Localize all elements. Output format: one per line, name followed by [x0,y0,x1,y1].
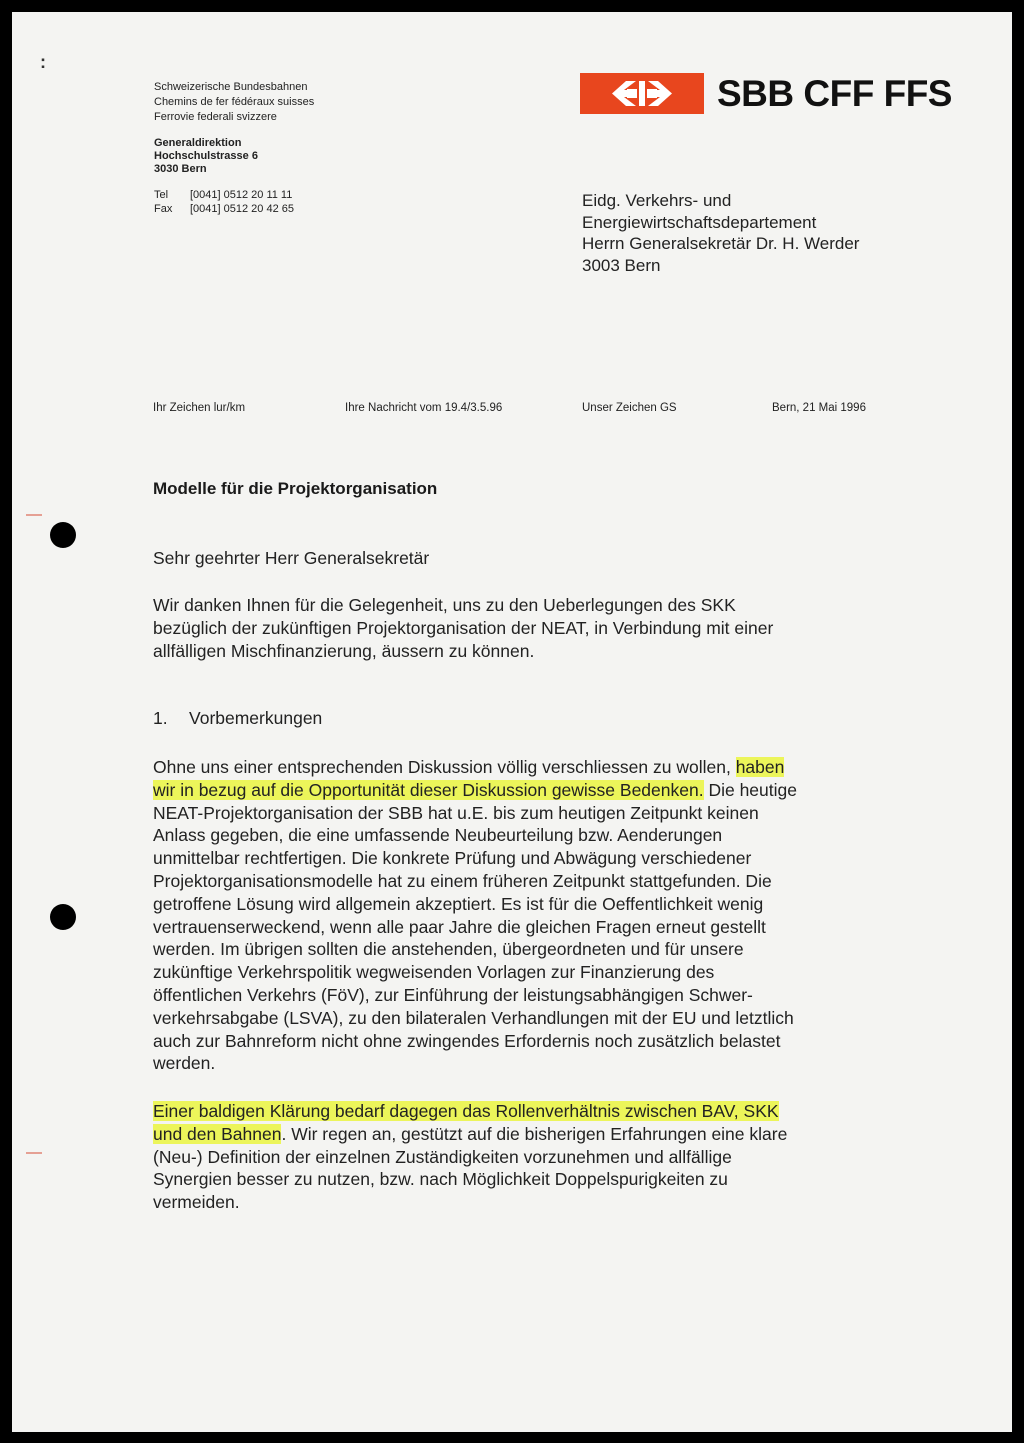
text-line: Projektorganisationsmodelle hat zu einem früheren Zeitpunkt stattgefunden. Die [153,870,772,891]
scan-marks: : [40,52,46,72]
highlighted-text: Einer baldigen Klärung bedarf dagegen das Rollenverhältnis zwischen BAV, SKK [153,1101,779,1121]
text-line: getroffene Lösung wird allgemein akzeptiert. Es ist für die Oeffentlichkeit wenig [153,893,764,914]
text-line [153,1123,787,1146]
section-number: 1. [153,708,168,728]
text-line: auch zur Bahnreform nicht ohne zwingendes Erfordernis noch zusätzlich belastet [153,1030,781,1051]
sender-org-line: Chemins de fer fédéraux suisses [154,96,315,108]
text-line: werden. Im übrigen sollten die anstehenden, übergeordneten und für unsere [153,939,744,960]
sbb-logo-text: SBB CFF FFS [717,73,952,114]
sbb-logo-mark [580,73,704,114]
text-line: vermeiden. [153,1192,240,1213]
paragraph-rollenverhaeltnis [153,1100,787,1214]
text-line: vertrauenserweckend, wenn alle paar Jahre die gleichen Fragen erneut gestellt [153,916,766,937]
tel-value: [0041] 0512 20 11 11 [190,189,293,201]
section-heading [153,708,322,729]
sender-address-line: Hochschulstrasse 6 [154,150,258,162]
sender-org-line: Schweizerische Bundesbahnen [154,81,308,93]
text-line: zukünftige Verkehrspolitik wegweisenden Vorlagen zur Finanzierung des [153,962,715,983]
text-line: werden. [153,1053,216,1074]
punch-hole [50,522,76,548]
text-line [153,779,797,802]
recipient-address [582,190,859,276]
text-segment: Ohne uns einer entsprechenden Diskussion völlig verschliessen zu wollen, [153,757,736,777]
text-line: Anlass gegeben, die eine umfassende Neubeurteilung bzw. Aenderungen [153,825,723,846]
text-line [153,756,797,779]
punch-hole [50,904,76,930]
text-line: öffentlichen Verkehrs (FöV), zur Einführung der leistungsabhängigen Schwer- [153,984,753,1005]
text-line: verkehrsabgabe (LSVA), zu den bilateralen Verhandlungen mit der EU und letztlich [153,1007,794,1028]
text-line [153,1100,787,1123]
recipient-line: Eidg. Verkehrs- und [582,191,732,210]
letter-page [12,12,1012,1432]
sender-fax [154,202,314,216]
paragraph-vorbemerkungen [153,756,797,1075]
intro-paragraph [153,594,773,662]
recipient-line: 3003 Bern [582,255,661,275]
highlighted-text: haben [735,757,785,777]
sender-tel [154,188,314,202]
sender-org-line: Ferrovie federali svizzere [154,111,277,123]
text-line: allfälligen Mischfinanzierung, äussern zu können. [153,640,535,661]
sender-block [154,80,314,216]
text-segment: Die heutige [703,779,797,800]
ref-date: Bern, 21 Mai 1996 [772,402,866,414]
highlighted-text: wir in bezug auf die Opportunität dieser Diskussion gewisse Bedenken. [153,779,704,800]
recipient-line: Herrn Generalsekretär Dr. H. Werder [582,234,860,253]
text-line: NEAT-Projektorganisation der SBB hat u.E. bis zum heutigen Zeitpunkt keinen [153,802,759,823]
ref-unser-zeichen: Unser Zeichen GS [582,402,677,414]
letter-subject: Modelle für die Projektorganisation [153,479,438,498]
text-line: Wir danken Ihnen für die Gelegenheit, uns zu den Ueberlegungen des SKK [153,595,736,615]
tel-label: Tel [154,189,169,201]
text-line: bezüglich der zukünftigen Projektorganisation der NEAT, in Verbindung mit einer [153,617,774,638]
text-line: unmittelbar rechtfertigen. Die konkrete Prüfung und Abwägung verschiedener [153,848,752,869]
fold-mark [26,1152,42,1154]
swiss-cross-arrows-icon [580,73,704,114]
ref-ihre-nachricht: Ihre Nachricht vom 19.4/3.5.96 [345,402,503,414]
text-line: (Neu-) Definition der einzelnen Zuständigkeiten vorzunehmen und allfällige [153,1146,732,1167]
text-segment: . Wir regen an, gestützt auf die bisherigen Erfahrungen eine klare [281,1123,788,1144]
section-title: Vorbemerkungen [189,708,323,728]
fax-value: [0041] 0512 20 42 65 [190,203,294,215]
text-line: Synergien besser zu nutzen, bzw. nach Möglichkeit Doppelspurigkeiten zu [153,1169,728,1190]
highlighted-text: und den Bahnen [153,1123,282,1144]
salutation-text: Sehr geehrter Herr Generalsekretär [153,548,430,568]
fax-label: Fax [154,203,173,215]
sender-city-line: 3030 Bern [154,163,207,175]
salutation [153,547,429,570]
ref-ihr-zeichen: Ihr Zeichen lur/km [153,402,246,414]
fold-mark [26,514,42,516]
sender-dept-line: Generaldirektion [154,137,242,149]
recipient-line: Energiewirtschaftsdepartement [582,212,817,232]
